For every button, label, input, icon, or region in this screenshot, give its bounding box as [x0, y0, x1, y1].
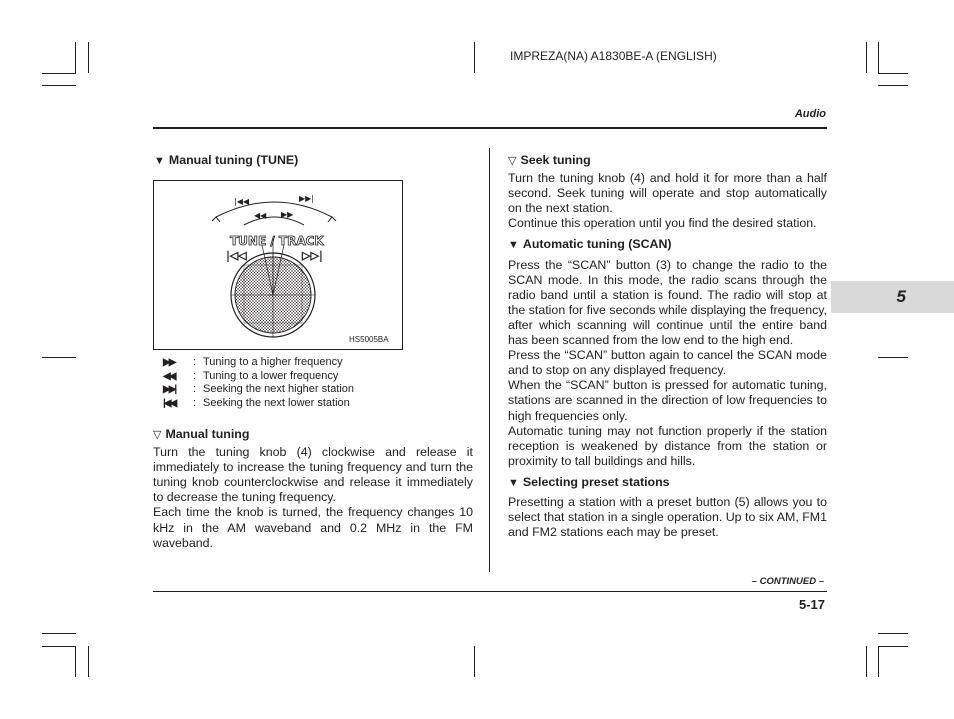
left-column-text: [153, 427, 473, 551]
rewind-icon: ◀◀: [163, 370, 175, 382]
legend-text: Seeking the next higher station: [203, 383, 355, 395]
chapter-tab: [831, 281, 954, 313]
legend-row: ▶▶ : Tuning to a higher frequency: [163, 356, 343, 368]
paragraph: Each time the knob is turned, the frequency changes 10 kHz in the AM waveband and 0.2 MHz in the FM waveband.: [153, 505, 473, 550]
open-triangle-icon: ▽: [153, 429, 162, 441]
figure-code: HS5005BA: [349, 335, 389, 344]
skip-previous-icon: |◀◀: [163, 397, 176, 409]
page-number: 5-17: [798, 597, 825, 612]
paragraph: Turn the tuning knob (4) clockwise and release it immediately to increase the tuning frequency and turn the tuning knob counterclockwise and release it immediately to decrease the tuning frequency.: [153, 445, 473, 505]
filled-triangle-icon: ▼: [508, 476, 519, 489]
heading-manual-tuning: [153, 427, 473, 443]
heading-text: Seek tuning: [520, 153, 591, 167]
heading-text: Manual tuning: [165, 427, 250, 441]
heading-text: Selecting preset stations: [522, 474, 670, 489]
svg-text:|◁◁: |◁◁: [226, 249, 247, 262]
legend-text: Tuning to a higher frequency: [203, 356, 343, 368]
tuning-knob-illustration: [154, 181, 402, 349]
tuning-knob-figure: [153, 180, 403, 350]
paragraph: Press the “SCAN” button (3) to change the radio to the SCAN mode. In this mode, the radio scans through the radio band until a station is found. The radio will stop at the station for five seconds while displaying the frequency, after which scanning will continue until the entire band has been scanned from the low end to the high end.: [508, 257, 827, 348]
svg-text:▷▷|: ▷▷|: [302, 249, 323, 262]
paragraph: Turn the tuning knob (4) and hold it for more than a half second. Seek tuning will operate and stop automatically on the next station.: [508, 171, 827, 216]
filled-triangle-icon: ▼: [508, 239, 519, 252]
continued-label: – CONTINUED –: [751, 576, 824, 587]
chapter-number: 5: [896, 287, 906, 306]
svg-text:▶▶|: ▶▶|: [299, 194, 314, 203]
paragraph: Automatic tuning may not function properly if the station reception is weakened by distance from the station or proximity to tall buildings and hills.: [508, 423, 827, 468]
footer-rule: [153, 591, 827, 592]
fast-forward-icon: ▶▶: [163, 357, 175, 368]
paragraph: Press the “SCAN” button again to cancel the SCAN mode and to stop on any displayed frequency.: [508, 348, 827, 378]
rewind-icon: [254, 211, 267, 220]
column-divider: [489, 148, 490, 572]
document-id: IMPREZA(NA) A1830BE-A (ENGLISH): [510, 49, 717, 63]
right-column-text: [508, 153, 827, 540]
tune-track-label: TUNE / TRACK: [230, 234, 324, 248]
heading-preset-stations: [508, 475, 827, 491]
skip-next-icon: [299, 194, 314, 203]
open-triangle-icon: ▽: [508, 155, 517, 167]
header-rule: [153, 127, 827, 129]
legend-text: Seeking the next lower station: [203, 396, 350, 409]
svg-text:|◀◀: |◀◀: [234, 197, 249, 206]
legend-row: ▶▶| : Seeking the next higher station: [163, 383, 355, 395]
section-label: Audio: [794, 108, 826, 120]
heading-seek-tuning: [508, 153, 827, 169]
skip-previous-icon: [234, 197, 250, 206]
heading-manual-tuning-tune: [154, 153, 298, 169]
heading-text: Automatic tuning (SCAN): [522, 237, 672, 252]
filled-triangle-icon: ▼: [154, 155, 165, 167]
heading-automatic-tuning: [508, 237, 827, 253]
paragraph: Continue this operation until you find the desired station.: [508, 216, 817, 231]
svg-text:◀◀: ◀◀: [254, 211, 267, 220]
legend-text: Tuning to a lower frequency: [203, 369, 339, 382]
legend-row: ◀◀ : Tuning to a lower frequency: [163, 369, 339, 382]
paragraph: When the “SCAN” button is pressed for automatic tuning, stations are scanned in the direction of low frequencies to high frequencies only.: [508, 378, 827, 423]
fast-forward-icon: [281, 210, 294, 219]
symbol-legend: [163, 356, 354, 410]
svg-text:▶▶: ▶▶: [281, 210, 294, 219]
skip-next-icon: ▶▶|: [163, 384, 176, 395]
paragraph: Presetting a station with a preset button (5) allows you to select that station in a single operation. Up to six AM, FM1 and FM2 stations each may be preset.: [508, 494, 827, 540]
legend-row: |◀◀ : Seeking the next lower station: [163, 396, 350, 409]
heading-text: Manual tuning (TUNE): [168, 153, 299, 167]
